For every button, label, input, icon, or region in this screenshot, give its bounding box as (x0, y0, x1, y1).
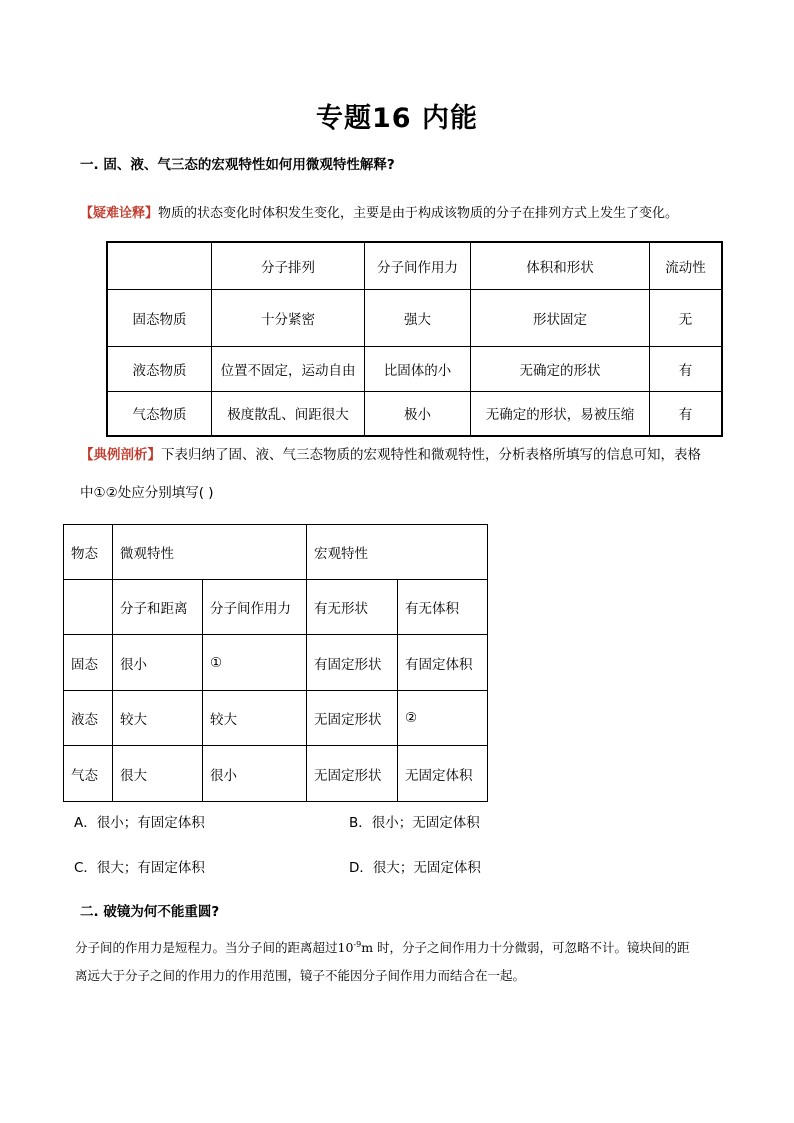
table-cell: 形状固定 (471, 289, 650, 346)
table-cell: 较大 (203, 691, 307, 746)
table-header-cell: 分子间作用力 (365, 242, 471, 289)
table-cell: 位置不固定，运动自由 (212, 346, 365, 391)
table-cell: ② (398, 691, 488, 746)
table-cell: 很小 (113, 635, 203, 691)
table-cell: 较大 (113, 691, 203, 746)
example-table (63, 524, 488, 802)
table-cell: 有 (650, 391, 723, 436)
table-row (107, 346, 722, 391)
table-cell: 无确定的形状 (471, 346, 650, 391)
table-cell: 十分紧密 (212, 289, 365, 346)
table-cell: 强大 (365, 289, 471, 346)
table-header-cell: 微观特性 (113, 525, 307, 580)
table-header-row (64, 580, 488, 635)
page-title: 专题16 内能 (316, 103, 478, 134)
section2-line-1-pre: 分子间的作用力是短程力。当分子间的距离超过10 (75, 940, 354, 955)
explanation-paragraph (80, 202, 678, 221)
example-text: 下表归纳了固、液、气三态物质的宏观特性和微观特性，分析表格所填写的信息可知，表格 (161, 447, 701, 463)
section2-line-2: 离远大于分子之间的作用力的作用范围，镜子不能因分子间作用力而结合在一起。 (75, 968, 526, 983)
table-cell: 固态物质 (107, 289, 212, 346)
table-cell: 气态物质 (107, 391, 212, 436)
example-tag: 【典例剖析】 (80, 447, 161, 463)
example-line-2: 中①②处应分别填写( ) (80, 485, 214, 501)
table-cell: 有固定形状 (307, 635, 398, 691)
table-row (64, 635, 488, 691)
section1-heading: 一. 固、液、气三态的宏观特性如何用微观特性解释? (80, 157, 395, 173)
table-header-cell (107, 242, 212, 289)
section2-line-1-post: m 时，分子之间作用力十分微弱，可忽略不计。镜块间的距 (361, 940, 690, 955)
table-header-cell (64, 580, 113, 635)
option-d: D．很大；无固定体积 (349, 860, 481, 876)
table-cell: 很小 (203, 746, 307, 802)
table-header-cell: 宏观特性 (307, 525, 488, 580)
table-header-cell: 有无体积 (398, 580, 488, 635)
table-cell: 极小 (365, 391, 471, 436)
table-cell: 固态 (64, 635, 113, 691)
table-cell: 极度散乱、间距很大 (212, 391, 365, 436)
table-cell: 气态 (64, 746, 113, 802)
table-cell: 液态 (64, 691, 113, 746)
table-header-cell: 分子间作用力 (203, 580, 307, 635)
table-header-cell: 有无形状 (307, 580, 398, 635)
table-header-row (64, 525, 488, 580)
option-b: B．很小；无固定体积 (349, 815, 480, 831)
table-header-cell: 流动性 (650, 242, 723, 289)
explanation-text: 物质的状态变化时体积发生变化，主要是由于构成该物质的分子在排列方式上发生了变化。 (158, 206, 679, 221)
table-header-cell: 体积和形状 (471, 242, 650, 289)
option-a: A．很小；有固定体积 (74, 815, 205, 831)
option-c: C．很大；有固定体积 (74, 860, 205, 876)
table-cell: ① (203, 635, 307, 691)
table-cell: 液态物质 (107, 346, 212, 391)
exponent: -9 (353, 939, 362, 949)
states-table (106, 241, 723, 437)
table-header-cell: 分子排列 (212, 242, 365, 289)
table-cell: 无固定形状 (307, 746, 398, 802)
table-row (107, 289, 722, 346)
explanation-tag: 【疑难诠释】 (80, 206, 159, 221)
table-cell: 有固定体积 (398, 635, 488, 691)
table-row (64, 691, 488, 746)
example-line-1 (80, 443, 701, 463)
table-row (64, 746, 488, 802)
table-cell: 无固定体积 (398, 746, 488, 802)
table-cell: 无 (650, 289, 723, 346)
table-row (107, 391, 722, 436)
section2-line-1 (75, 938, 690, 956)
table-cell: 无确定的形状，易被压缩 (471, 391, 650, 436)
table-cell: 比固体的小 (365, 346, 471, 391)
table-header-row (107, 242, 722, 289)
table-cell: 很大 (113, 746, 203, 802)
table-cell: 无固定形状 (307, 691, 398, 746)
table-header-cell: 分子和距离 (113, 580, 203, 635)
section2-heading: 二. 破镜为何不能重圆? (80, 904, 220, 920)
table-header-cell: 物态 (64, 525, 113, 580)
table-cell: 有 (650, 346, 723, 391)
